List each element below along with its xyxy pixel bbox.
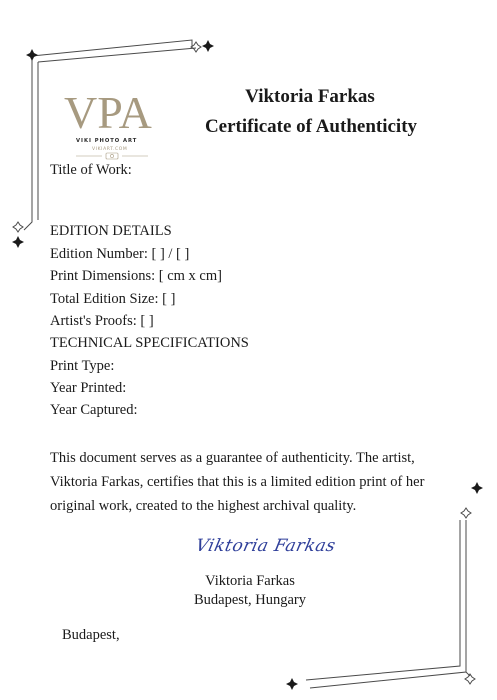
technical-specifications-heading: TECHNICAL SPECIFICATIONS [50, 335, 249, 351]
logo-website: VIKIART.COM [92, 147, 128, 152]
print-dimensions-field: Print Dimensions: [ cm x cm] [50, 268, 222, 284]
place-date-line: Budapest, [62, 627, 120, 643]
certificate-title: Certificate of Authenticity [204, 116, 418, 137]
artist-name-heading: Viktoria Farkas [245, 86, 375, 107]
logo-subtitle: VIKI PHOTO ART [76, 138, 138, 144]
artists-proofs-field: Artist's Proofs: [ ] [50, 313, 154, 329]
print-type-field: Print Type: [50, 358, 115, 374]
year-captured-field: Year Captured: [50, 402, 138, 418]
logo-monogram: VPA [64, 87, 152, 138]
edition-details-heading: EDITION DETAILS [50, 223, 172, 239]
title-of-work-field: Title of Work: [50, 162, 132, 178]
year-printed-field: Year Printed: [50, 380, 127, 396]
handwritten-signature: Viktoria Farkas [193, 536, 338, 556]
signer-name: Viktoria Farkas [205, 573, 295, 589]
total-edition-size-field: Total Edition Size: [ ] [50, 291, 176, 307]
brand-logo [56, 80, 166, 160]
signer-location: Budapest, Hungary [194, 592, 306, 608]
authenticity-statement: This document serves as a guarantee of authenticity. The artist, Viktoria Farkas, certifies that this is a limited edition print of her original work, created to the highest archival quality. [50, 450, 425, 514]
edition-number-field: Edition Number: [ ] / [ ] [50, 246, 190, 262]
